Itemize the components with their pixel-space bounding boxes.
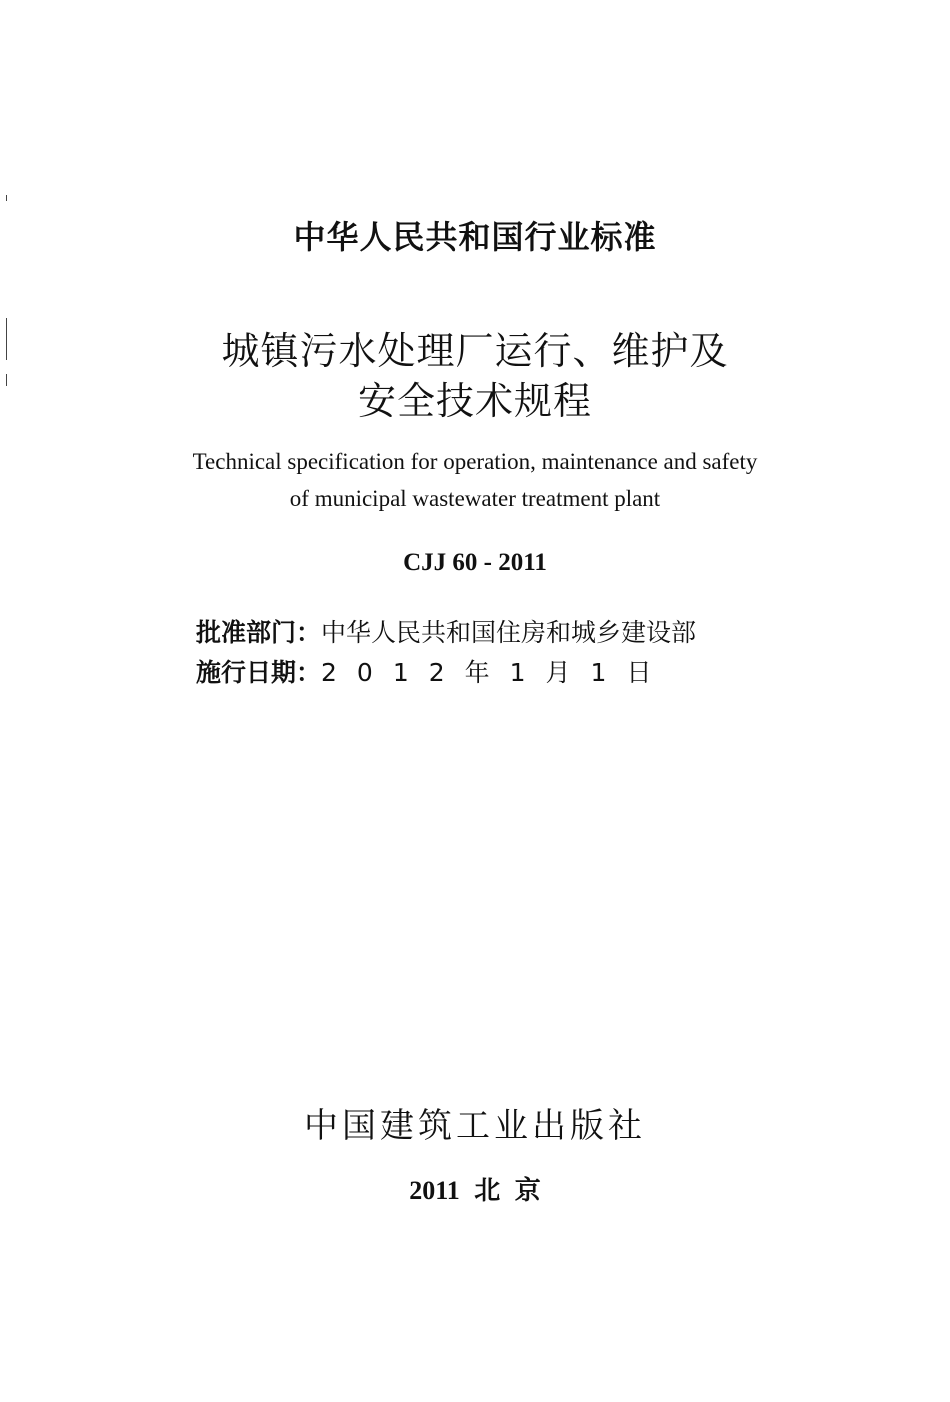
approval-label: 批准部门： <box>196 618 322 647</box>
approval-row <box>196 613 696 653</box>
chinese-title-line-2: 安全技术规程 <box>357 379 592 423</box>
effective-date-value: 2012年1月1日 <box>321 658 672 687</box>
imprint-year-place: 2011 北 京 <box>409 1176 541 1205</box>
standard-code: CJJ 60 - 2011 <box>403 549 547 576</box>
approval-value: 中华人民共和国住房和城乡建设部 <box>321 618 697 647</box>
series-title: 中华人民共和国行业标准 <box>293 218 657 256</box>
scan-edge-mark <box>6 318 7 360</box>
publisher-name: 中国建筑工业出版社 <box>304 1106 646 1146</box>
english-title-line-2: of municipal wastewater treatment plant <box>289 486 661 511</box>
effective-date-label: 施行日期： <box>196 658 322 687</box>
standard-metadata <box>196 613 696 693</box>
chinese-title-line-1: 城镇污水处理厂运行、维护及 <box>221 329 729 373</box>
english-title-line-1: Technical specification for operation, maintenance and safety <box>192 449 758 474</box>
scan-edge-mark <box>6 195 7 201</box>
effective-date-row <box>196 653 696 693</box>
scan-edge-mark <box>6 374 7 386</box>
